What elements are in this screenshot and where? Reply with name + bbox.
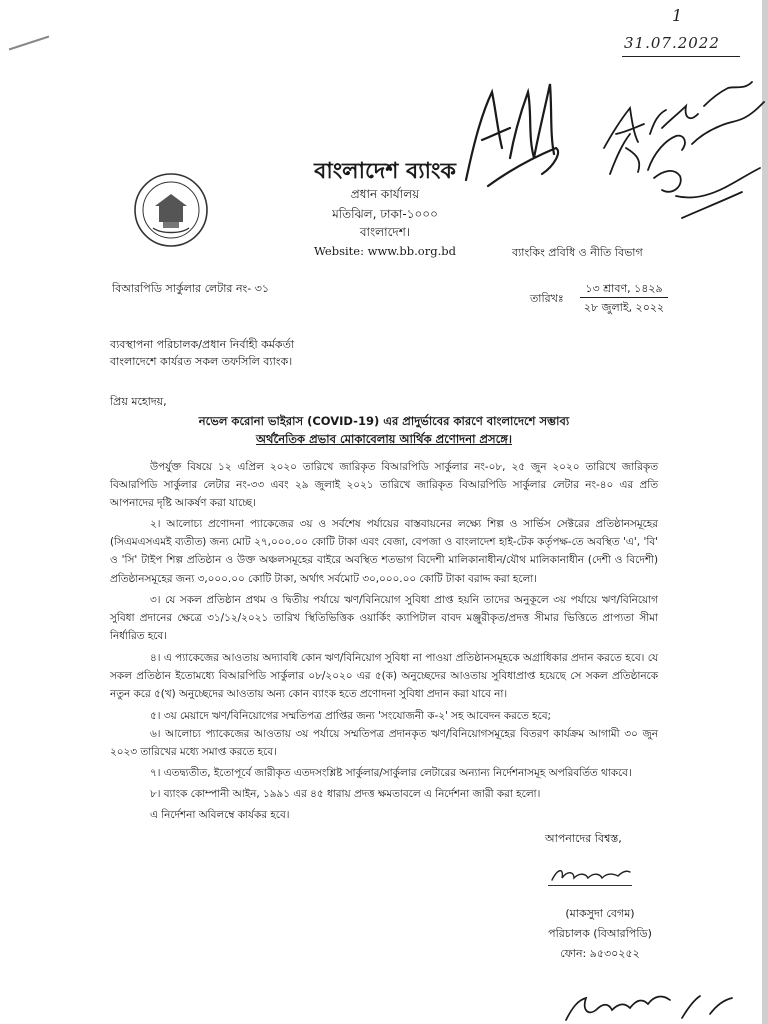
pen-stroke bbox=[9, 36, 50, 51]
paragraph-intro: উপর্যুক্ত বিষয়ে ১২ এপ্রিল ২০২০ তারিখে জারিকৃত বিআরপিডি সার্কুলার নং-০৮, ২৫ জুন ২০২০ তারিখে জারিকৃত বিআরপিডি সার্কুলার লেটার নং-৩৩ এবং ২৯ জুলাই ২০২১ তারিখে জারিকৃত বিআরপিডি সার্কুলার লেটার নং-৪০ এর প্রতি আপনাদের দৃষ্টি আকর্ষণ করা যাচ্ছে। bbox=[110, 461, 658, 510]
page-number-handwritten: 1 bbox=[672, 6, 683, 25]
closing: আপনাদের বিশ্বস্ত, bbox=[545, 832, 622, 845]
paragraph-effective: এ নির্দেশনা অবিলম্বে কার্যকর হবে। bbox=[150, 809, 290, 821]
signatory-name: (মাকসুদা বেগম) bbox=[565, 907, 635, 920]
paragraph-3: ৩। যে সকল প্রতিষ্ঠান প্রথম ও দ্বিতীয় পর্যায়ে ঋণ/বিনিয়োগ সুবিধা প্রাপ্ত হয়নি তাদের অনুকূলে ৩য় পর্যায়ে ঋণ/বিনিয়োগ সুবিধা প্রদানের ক্ষেত্রে ৩১/১২/২০২১ তারিখ স্থিতিভিত্তিক ওয়ার্কিং ক্যাপিটাল বাবদ মঞ্জুরীকৃত/প্রদত্ত সীমার ভিত্তিতে প্রাপ্যতা সীমা নির্ধারিত হবে। bbox=[110, 594, 658, 643]
date-gregorian: ২৮ জুলাই, ২০২২ bbox=[583, 301, 665, 314]
paragraph-7: ৭। এতদ্ব্যতীত, ইতোপূর্বে জারীকৃত এতদসংশ্লিষ্ট সার্কুলার/সার্কুলার লেটারের অন্যান্য নির্দেশনাসমূহ অপরিবর্তিত থাকবে। bbox=[150, 767, 632, 779]
addressee-line-1: ব্যবস্থাপনা পরিচালক/প্রধান নির্বাহী কর্মকর্তা bbox=[110, 338, 295, 351]
signature bbox=[548, 864, 632, 886]
paragraph-6: ৬। আলোচ্য প্যাকেজের আওতায় ৩য় পর্যায়ে সম্মতিপত্র প্রদানকৃত ঋণ/বিনিয়োগসমূহের বিতরণ কার্যক্রম আগামী ৩০ জুন ২০২৩ তারিখের মধ্যে সমাপ্ত করতে হবে। bbox=[110, 728, 658, 759]
bottom-handwriting bbox=[560, 990, 736, 1024]
salutation: প্রিয় মহোদয়, bbox=[110, 395, 167, 408]
paragraph-8: ৮। ব্যাংক কোম্পানী আইন, ১৯৯১ এর ৪৫ ধারায় প্রদত্ত ক্ষমতাবলে এ নির্দেশনা জারী করা হলো। bbox=[150, 788, 541, 800]
paragraph-5: ৫। ৩য় মেয়াদে ঋণ/বিনিয়োগের সম্মতিপত্র প্রাপ্তির জন্য 'সংযোজনী ক-২' সহ আবেদন করতে হবে; bbox=[150, 710, 551, 722]
date-label: তারিখঃ bbox=[530, 292, 564, 305]
paragraph-2: ২। আলোচ্য প্রণোদনা প্যাকেজের ৩য় ও সর্বশেষ পর্যায়ের বাস্তবায়নের লক্ষ্যে শিল্প ও সার্ভিস সেক্টরের প্রতিষ্ঠানসমূহের (সিএমএসএমই ব্যতীত) জন্য মোট ২৭,০০০.০০ কোটি টাকা এবং বেজা, বেপজা ও বাংলাদেশ হাই-টেক কর্তৃপক্ষ-তে অবস্থিত 'এ', 'বি' ও 'সি' টাইপ শিল্প প্রতিষ্ঠান ও উক্ত অঞ্চলসমূহের বাইরে অবস্থিত শতভাগ বিদেশী মালিকানাধীন/যৌথ মালিকানাধীন (দেশী ও বিদেশী) প্রতিষ্ঠানসমূহের জন্য ৩,০০০.০০ কোটি টাকা, অর্থাৎ সর্বমোট ৩০,০০০.০০ কোটি টাকা বরাদ্দ করা হলো। bbox=[110, 518, 658, 585]
office-country: বাংলাদেশ। bbox=[359, 225, 411, 239]
organization-name: বাংলাদেশ ব্যাংক bbox=[314, 159, 456, 184]
received-date-handwritten: 31.07.2022 bbox=[624, 34, 720, 52]
circular-reference: বিআরপিডি সার্কুলার লেটার নং- ৩১ bbox=[112, 282, 270, 295]
paragraph-4: ৪। এ প্যাকেজের আওতায় অদ্যাবধি কোন ঋণ/বিনিয়োগ সুবিধা না পাওয়া প্রতিষ্ঠানসমূহকে অগ্রাধিকার প্রদান করতে হবে। যে সকল প্রতিষ্ঠান ইতোমধ্যে বিআরপিডি সার্কুলার ০৮/২০২০ এর ৫(ক) অনুচ্ছেদের আওতায় সুবিধাপ্রাপ্ত হয়েছে সে সকল প্রতিষ্ঠানকে নতুন করে ৫(খ) অনুচ্ছেদের আওতায় অন্য কোন ব্যাংক হতে প্রণোদনা সুবিধা প্রদান করা যাবে না। bbox=[110, 652, 658, 701]
signatory-phone: ফোন: ৯৫৩০২৫২ bbox=[560, 947, 640, 960]
date-bangla: ১৩ শ্রাবণ, ১৪২৯ bbox=[585, 282, 663, 295]
signatory-title: পরিচালক (বিআরপিডি) bbox=[548, 927, 652, 940]
signature-line bbox=[548, 885, 632, 886]
office-name: প্রধান কার্যালয় bbox=[350, 187, 420, 201]
subject-line-1: নভেল করোনা ভাইরাস (COVID-19) এর প্রাদুর্ভাবের কারণে বাংলাদেশে সম্ভাব্য bbox=[198, 414, 570, 428]
date-underline bbox=[622, 56, 740, 57]
website: Website: www.bb.org.bd bbox=[314, 244, 456, 258]
office-address: মতিঝিল, ঢাকা-১০০০ bbox=[332, 207, 438, 221]
bangladesh-bank-seal-icon bbox=[133, 172, 209, 248]
date-divider bbox=[580, 297, 668, 298]
forward-note-handwritten bbox=[596, 78, 768, 230]
addressee-line-2: বাংলাদেশে কার্যরত সকল তফসিলি ব্যাংক। bbox=[110, 355, 293, 368]
department-name: ব্যাংকিং প্রবিধি ও নীতি বিভাগ bbox=[512, 246, 643, 259]
subject-line-2: অর্থনৈতিক প্রভাব মোকাবেলায় আর্থিক প্রণোদনা প্রসঙ্গে। bbox=[256, 432, 512, 446]
